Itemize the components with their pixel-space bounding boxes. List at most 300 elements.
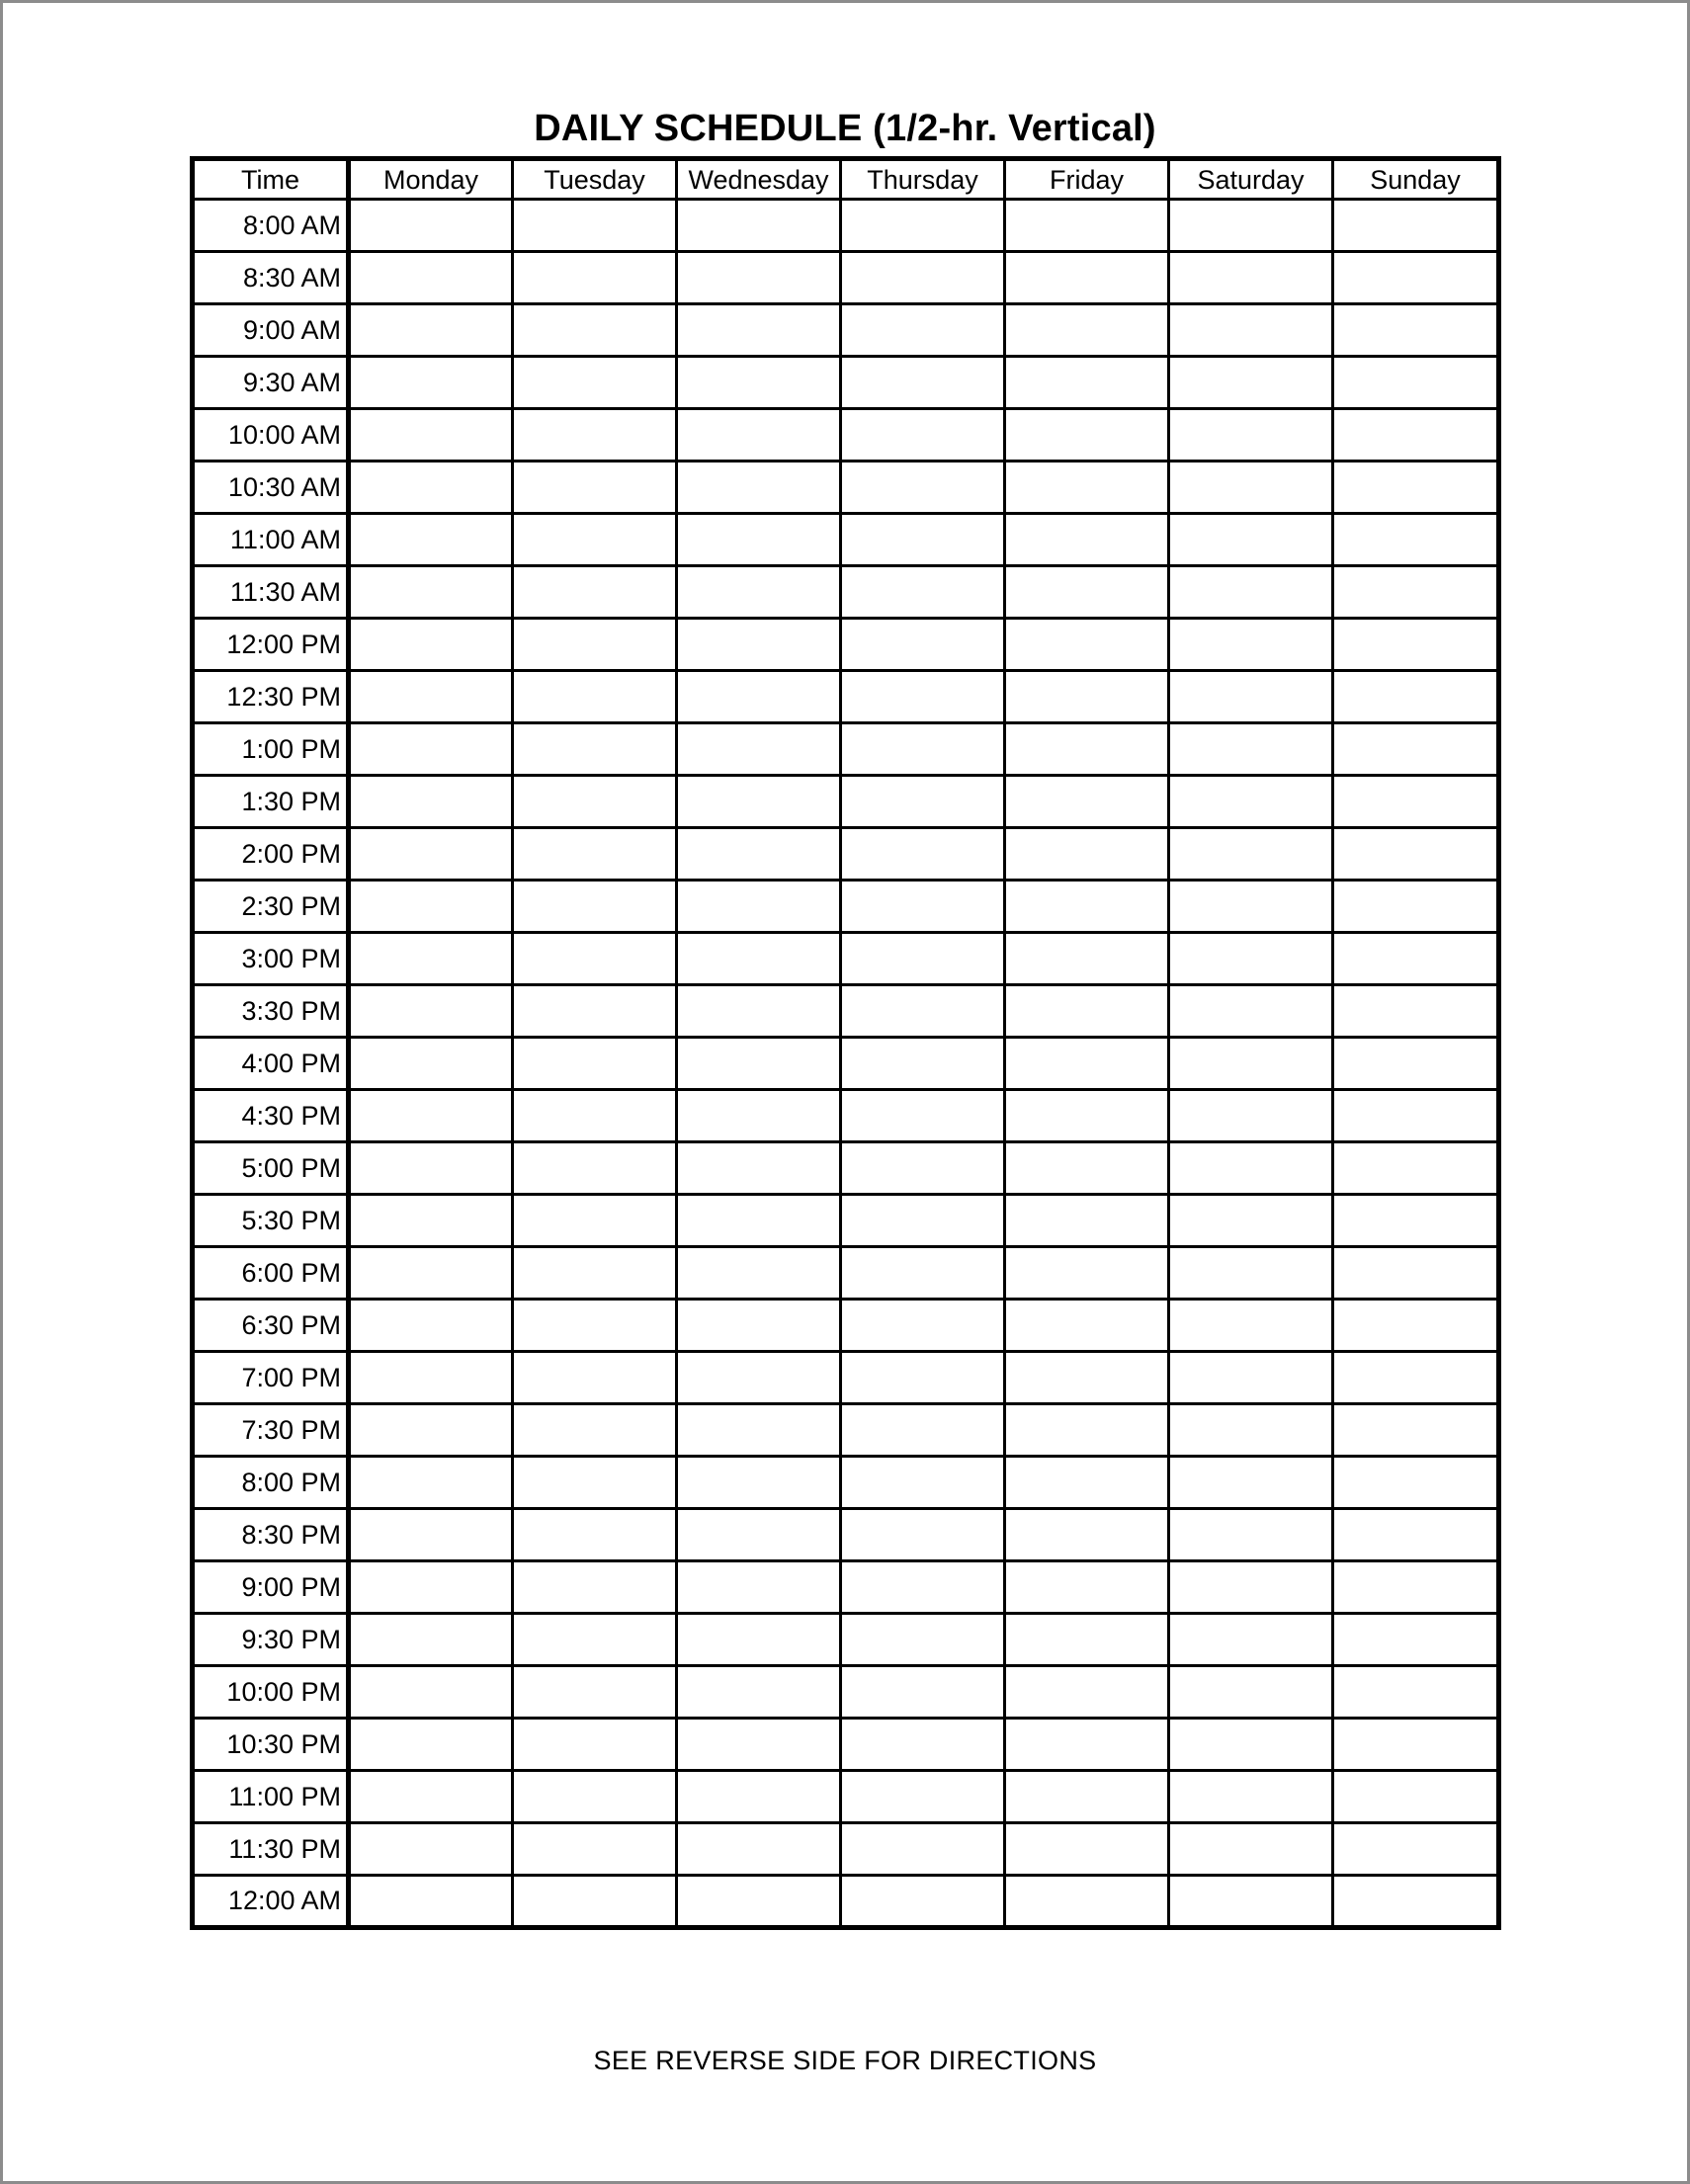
schedule-slot-wednesday[interactable] xyxy=(677,985,841,1038)
schedule-slot-saturday[interactable] xyxy=(1169,304,1333,357)
schedule-slot-tuesday[interactable] xyxy=(513,1457,677,1509)
table-row xyxy=(193,881,1499,933)
schedule-slot-wednesday[interactable] xyxy=(677,1561,841,1614)
schedule-slot-monday[interactable] xyxy=(349,1038,513,1090)
schedule-slot-wednesday[interactable] xyxy=(677,1614,841,1666)
schedule-slot-saturday[interactable] xyxy=(1169,1247,1333,1300)
schedule-slot-thursday[interactable] xyxy=(841,1352,1005,1404)
day-header-sunday: Sunday xyxy=(1333,159,1499,200)
schedule-slot-friday[interactable] xyxy=(1005,723,1169,776)
schedule-slot-thursday[interactable] xyxy=(841,1090,1005,1142)
schedule-slot-saturday[interactable] xyxy=(1169,1771,1333,1823)
schedule-slot-saturday[interactable] xyxy=(1169,723,1333,776)
schedule-slot-tuesday[interactable] xyxy=(513,409,677,462)
schedule-slot-thursday[interactable] xyxy=(841,1404,1005,1457)
schedule-slot-tuesday[interactable] xyxy=(513,1404,677,1457)
table-row xyxy=(193,1090,1499,1142)
schedule-slot-sunday[interactable] xyxy=(1333,619,1499,671)
schedule-slot-sunday[interactable] xyxy=(1333,1666,1499,1719)
schedule-slot-friday[interactable] xyxy=(1005,1666,1169,1719)
table-row xyxy=(193,828,1499,881)
schedule-slot-sunday[interactable] xyxy=(1333,566,1499,619)
schedule-slot-tuesday[interactable] xyxy=(513,514,677,566)
schedule-slot-tuesday[interactable] xyxy=(513,1142,677,1195)
schedule-slot-sunday[interactable] xyxy=(1333,776,1499,828)
table-row xyxy=(193,304,1499,357)
schedule-slot-friday[interactable] xyxy=(1005,1038,1169,1090)
schedule-slot-friday[interactable] xyxy=(1005,1823,1169,1876)
schedule-slot-friday[interactable] xyxy=(1005,357,1169,409)
schedule-slot-monday[interactable] xyxy=(349,462,513,514)
schedule-slot-saturday[interactable] xyxy=(1169,881,1333,933)
time-label: 8:00 PM xyxy=(193,1457,349,1509)
time-label: 7:00 PM xyxy=(193,1352,349,1404)
schedule-slot-thursday[interactable] xyxy=(841,462,1005,514)
schedule-slot-sunday[interactable] xyxy=(1333,1090,1499,1142)
time-label: 10:30 PM xyxy=(193,1719,349,1771)
schedule-slot-friday[interactable] xyxy=(1005,462,1169,514)
table-row xyxy=(193,514,1499,566)
schedule-slot-wednesday[interactable] xyxy=(677,357,841,409)
schedule-slot-sunday[interactable] xyxy=(1333,252,1499,304)
time-label: 7:30 PM xyxy=(193,1404,349,1457)
schedule-slot-sunday[interactable] xyxy=(1333,1247,1499,1300)
time-label: 6:30 PM xyxy=(193,1300,349,1352)
schedule-slot-tuesday[interactable] xyxy=(513,1771,677,1823)
schedule-slot-saturday[interactable] xyxy=(1169,1038,1333,1090)
schedule-slot-sunday[interactable] xyxy=(1333,881,1499,933)
schedule-slot-sunday[interactable] xyxy=(1333,1195,1499,1247)
schedule-slot-sunday[interactable] xyxy=(1333,409,1499,462)
schedule-slot-monday[interactable] xyxy=(349,619,513,671)
schedule-body xyxy=(193,200,1499,1928)
schedule-slot-monday[interactable] xyxy=(349,200,513,252)
table-row xyxy=(193,252,1499,304)
table-row xyxy=(193,357,1499,409)
schedule-slot-wednesday[interactable] xyxy=(677,1195,841,1247)
schedule-slot-wednesday[interactable] xyxy=(677,514,841,566)
schedule-slot-monday[interactable] xyxy=(349,723,513,776)
schedule-slot-monday[interactable] xyxy=(349,933,513,985)
table-row xyxy=(193,1457,1499,1509)
schedule-slot-wednesday[interactable] xyxy=(677,1142,841,1195)
time-label: 12:30 PM xyxy=(193,671,349,723)
schedule-slot-thursday[interactable] xyxy=(841,1038,1005,1090)
schedule-slot-tuesday[interactable] xyxy=(513,619,677,671)
time-label: 1:00 PM xyxy=(193,723,349,776)
time-label: 12:00 PM xyxy=(193,619,349,671)
schedule-slot-saturday[interactable] xyxy=(1169,1614,1333,1666)
schedule-slot-sunday[interactable] xyxy=(1333,1823,1499,1876)
schedule-slot-friday[interactable] xyxy=(1005,985,1169,1038)
schedule-slot-friday[interactable] xyxy=(1005,252,1169,304)
schedule-slot-tuesday[interactable] xyxy=(513,1300,677,1352)
schedule-slot-sunday[interactable] xyxy=(1333,514,1499,566)
table-row xyxy=(193,1771,1499,1823)
schedule-slot-thursday[interactable] xyxy=(841,1247,1005,1300)
schedule-slot-tuesday[interactable] xyxy=(513,723,677,776)
schedule-slot-tuesday[interactable] xyxy=(513,1561,677,1614)
schedule-slot-thursday[interactable] xyxy=(841,304,1005,357)
schedule-slot-sunday[interactable] xyxy=(1333,1614,1499,1666)
schedule-slot-monday[interactable] xyxy=(349,1823,513,1876)
time-label: 3:00 PM xyxy=(193,933,349,985)
day-header-wednesday: Wednesday xyxy=(677,159,841,200)
schedule-slot-saturday[interactable] xyxy=(1169,828,1333,881)
schedule-slot-tuesday[interactable] xyxy=(513,1090,677,1142)
schedule-slot-saturday[interactable] xyxy=(1169,1719,1333,1771)
schedule-slot-thursday[interactable] xyxy=(841,409,1005,462)
schedule-slot-tuesday[interactable] xyxy=(513,357,677,409)
schedule-slot-wednesday[interactable] xyxy=(677,462,841,514)
schedule-slot-tuesday[interactable] xyxy=(513,566,677,619)
day-header-thursday: Thursday xyxy=(841,159,1005,200)
schedule-slot-friday[interactable] xyxy=(1005,1876,1169,1928)
schedule-slot-monday[interactable] xyxy=(349,1457,513,1509)
schedule-slot-friday[interactable] xyxy=(1005,1300,1169,1352)
schedule-slot-wednesday[interactable] xyxy=(677,409,841,462)
time-label: 9:30 PM xyxy=(193,1614,349,1666)
schedule-slot-tuesday[interactable] xyxy=(513,1195,677,1247)
schedule-slot-wednesday[interactable] xyxy=(677,1300,841,1352)
schedule-slot-monday[interactable] xyxy=(349,1719,513,1771)
time-label: 5:00 PM xyxy=(193,1142,349,1195)
schedule-slot-friday[interactable] xyxy=(1005,514,1169,566)
schedule-slot-wednesday[interactable] xyxy=(677,671,841,723)
schedule-slot-sunday[interactable] xyxy=(1333,671,1499,723)
schedule-slot-sunday[interactable] xyxy=(1333,304,1499,357)
time-column-header: Time xyxy=(193,159,349,200)
schedule-slot-monday[interactable] xyxy=(349,1876,513,1928)
schedule-slot-saturday[interactable] xyxy=(1169,1561,1333,1614)
schedule-slot-monday[interactable] xyxy=(349,1561,513,1614)
schedule-slot-sunday[interactable] xyxy=(1333,1719,1499,1771)
schedule-slot-sunday[interactable] xyxy=(1333,1457,1499,1509)
schedule-slot-saturday[interactable] xyxy=(1169,1195,1333,1247)
schedule-slot-monday[interactable] xyxy=(349,1352,513,1404)
schedule-slot-saturday[interactable] xyxy=(1169,776,1333,828)
schedule-slot-wednesday[interactable] xyxy=(677,1666,841,1719)
schedule-slot-monday[interactable] xyxy=(349,1195,513,1247)
time-label: 6:00 PM xyxy=(193,1247,349,1300)
schedule-slot-wednesday[interactable] xyxy=(677,1771,841,1823)
schedule-slot-saturday[interactable] xyxy=(1169,1404,1333,1457)
table-row xyxy=(193,200,1499,252)
schedule-slot-friday[interactable] xyxy=(1005,776,1169,828)
schedule-slot-wednesday[interactable] xyxy=(677,776,841,828)
schedule-slot-friday[interactable] xyxy=(1005,619,1169,671)
schedule-slot-monday[interactable] xyxy=(349,514,513,566)
schedule-slot-wednesday[interactable] xyxy=(677,1247,841,1300)
schedule-slot-saturday[interactable] xyxy=(1169,1352,1333,1404)
schedule-slot-tuesday[interactable] xyxy=(513,776,677,828)
schedule-slot-thursday[interactable] xyxy=(841,1142,1005,1195)
schedule-slot-wednesday[interactable] xyxy=(677,1090,841,1142)
schedule-slot-thursday[interactable] xyxy=(841,985,1005,1038)
schedule-slot-friday[interactable] xyxy=(1005,304,1169,357)
schedule-slot-sunday[interactable] xyxy=(1333,723,1499,776)
schedule-slot-thursday[interactable] xyxy=(841,566,1005,619)
schedule-slot-sunday[interactable] xyxy=(1333,1300,1499,1352)
schedule-slot-thursday[interactable] xyxy=(841,1509,1005,1561)
schedule-slot-saturday[interactable] xyxy=(1169,1300,1333,1352)
schedule-slot-thursday[interactable] xyxy=(841,1823,1005,1876)
schedule-slot-monday[interactable] xyxy=(349,357,513,409)
schedule-slot-monday[interactable] xyxy=(349,671,513,723)
schedule-slot-sunday[interactable] xyxy=(1333,1352,1499,1404)
schedule-slot-friday[interactable] xyxy=(1005,881,1169,933)
time-label: 8:00 AM xyxy=(193,200,349,252)
schedule-slot-tuesday[interactable] xyxy=(513,933,677,985)
table-row xyxy=(193,1509,1499,1561)
schedule-slot-wednesday[interactable] xyxy=(677,1352,841,1404)
schedule-slot-monday[interactable] xyxy=(349,1509,513,1561)
schedule-slot-thursday[interactable] xyxy=(841,933,1005,985)
schedule-slot-saturday[interactable] xyxy=(1169,933,1333,985)
schedule-slot-saturday[interactable] xyxy=(1169,462,1333,514)
schedule-slot-saturday[interactable] xyxy=(1169,1876,1333,1928)
schedule-slot-thursday[interactable] xyxy=(841,723,1005,776)
header-row xyxy=(193,159,1499,200)
schedule-slot-saturday[interactable] xyxy=(1169,409,1333,462)
schedule-slot-monday[interactable] xyxy=(349,566,513,619)
schedule-slot-friday[interactable] xyxy=(1005,671,1169,723)
table-row xyxy=(193,462,1499,514)
schedule-slot-friday[interactable] xyxy=(1005,1719,1169,1771)
schedule-slot-wednesday[interactable] xyxy=(677,1038,841,1090)
table-row xyxy=(193,1038,1499,1090)
table-row xyxy=(193,1561,1499,1614)
table-row xyxy=(193,409,1499,462)
schedule-slot-monday[interactable] xyxy=(349,1404,513,1457)
day-header-monday: Monday xyxy=(349,159,513,200)
schedule-slot-thursday[interactable] xyxy=(841,776,1005,828)
schedule-slot-saturday[interactable] xyxy=(1169,566,1333,619)
table-row xyxy=(193,985,1499,1038)
schedule-slot-sunday[interactable] xyxy=(1333,985,1499,1038)
schedule-slot-monday[interactable] xyxy=(349,1614,513,1666)
time-label: 11:00 PM xyxy=(193,1771,349,1823)
schedule-slot-tuesday[interactable] xyxy=(513,1352,677,1404)
schedule-slot-thursday[interactable] xyxy=(841,881,1005,933)
schedule-slot-thursday[interactable] xyxy=(841,1561,1005,1614)
schedule-slot-sunday[interactable] xyxy=(1333,357,1499,409)
schedule-slot-wednesday[interactable] xyxy=(677,828,841,881)
schedule-slot-tuesday[interactable] xyxy=(513,985,677,1038)
table-row xyxy=(193,1614,1499,1666)
schedule-slot-tuesday[interactable] xyxy=(513,881,677,933)
schedule-slot-tuesday[interactable] xyxy=(513,1509,677,1561)
schedule-slot-sunday[interactable] xyxy=(1333,1038,1499,1090)
schedule-slot-friday[interactable] xyxy=(1005,1195,1169,1247)
table-row xyxy=(193,1300,1499,1352)
schedule-slot-thursday[interactable] xyxy=(841,1666,1005,1719)
schedule-slot-friday[interactable] xyxy=(1005,409,1169,462)
day-header-tuesday: Tuesday xyxy=(513,159,677,200)
schedule-slot-tuesday[interactable] xyxy=(513,1823,677,1876)
schedule-slot-thursday[interactable] xyxy=(841,1300,1005,1352)
schedule-slot-monday[interactable] xyxy=(349,881,513,933)
table-row xyxy=(193,723,1499,776)
schedule-slot-sunday[interactable] xyxy=(1333,1509,1499,1561)
time-label: 9:30 AM xyxy=(193,357,349,409)
schedule-slot-friday[interactable] xyxy=(1005,566,1169,619)
schedule-slot-monday[interactable] xyxy=(349,828,513,881)
schedule-slot-tuesday[interactable] xyxy=(513,828,677,881)
schedule-slot-sunday[interactable] xyxy=(1333,1771,1499,1823)
schedule-slot-saturday[interactable] xyxy=(1169,985,1333,1038)
schedule-slot-tuesday[interactable] xyxy=(513,1666,677,1719)
time-label: 4:00 PM xyxy=(193,1038,349,1090)
time-label: 9:00 PM xyxy=(193,1561,349,1614)
schedule-slot-saturday[interactable] xyxy=(1169,1823,1333,1876)
schedule-slot-tuesday[interactable] xyxy=(513,1719,677,1771)
schedule-slot-friday[interactable] xyxy=(1005,200,1169,252)
schedule-slot-wednesday[interactable] xyxy=(677,304,841,357)
schedule-slot-thursday[interactable] xyxy=(841,357,1005,409)
schedule-slot-thursday[interactable] xyxy=(841,1719,1005,1771)
schedule-slot-thursday[interactable] xyxy=(841,671,1005,723)
table-row xyxy=(193,1876,1499,1928)
schedule-slot-monday[interactable] xyxy=(349,1771,513,1823)
day-header-friday: Friday xyxy=(1005,159,1169,200)
schedule-slot-wednesday[interactable] xyxy=(677,619,841,671)
time-label: 9:00 AM xyxy=(193,304,349,357)
time-label: 12:00 AM xyxy=(193,1876,349,1928)
schedule-slot-wednesday[interactable] xyxy=(677,566,841,619)
table-row xyxy=(193,671,1499,723)
schedule-slot-monday[interactable] xyxy=(349,1090,513,1142)
schedule-slot-friday[interactable] xyxy=(1005,1142,1169,1195)
time-label: 11:00 AM xyxy=(193,514,349,566)
schedule-slot-saturday[interactable] xyxy=(1169,1457,1333,1509)
schedule-slot-tuesday[interactable] xyxy=(513,252,677,304)
schedule-slot-monday[interactable] xyxy=(349,1142,513,1195)
schedule-slot-thursday[interactable] xyxy=(841,200,1005,252)
time-label: 8:30 AM xyxy=(193,252,349,304)
schedule-slot-tuesday[interactable] xyxy=(513,304,677,357)
time-label: 4:30 PM xyxy=(193,1090,349,1142)
table-row xyxy=(193,566,1499,619)
schedule-slot-tuesday[interactable] xyxy=(513,671,677,723)
schedule-slot-saturday[interactable] xyxy=(1169,357,1333,409)
schedule-slot-saturday[interactable] xyxy=(1169,514,1333,566)
schedule-slot-friday[interactable] xyxy=(1005,1457,1169,1509)
schedule-slot-thursday[interactable] xyxy=(841,828,1005,881)
schedule-slot-friday[interactable] xyxy=(1005,1352,1169,1404)
schedule-slot-thursday[interactable] xyxy=(841,1195,1005,1247)
schedule-slot-thursday[interactable] xyxy=(841,1876,1005,1928)
schedule-slot-friday[interactable] xyxy=(1005,1771,1169,1823)
schedule-slot-friday[interactable] xyxy=(1005,933,1169,985)
table-row xyxy=(193,619,1499,671)
schedule-slot-sunday[interactable] xyxy=(1333,933,1499,985)
time-label: 10:00 PM xyxy=(193,1666,349,1719)
schedule-slot-wednesday[interactable] xyxy=(677,1823,841,1876)
schedule-slot-sunday[interactable] xyxy=(1333,1142,1499,1195)
schedule-slot-tuesday[interactable] xyxy=(513,1876,677,1928)
schedule-slot-saturday[interactable] xyxy=(1169,671,1333,723)
schedule-slot-friday[interactable] xyxy=(1005,1561,1169,1614)
schedule-slot-sunday[interactable] xyxy=(1333,462,1499,514)
schedule-slot-saturday[interactable] xyxy=(1169,252,1333,304)
schedule-slot-wednesday[interactable] xyxy=(677,200,841,252)
schedule-slot-monday[interactable] xyxy=(349,776,513,828)
table-row xyxy=(193,776,1499,828)
schedule-table xyxy=(190,156,1501,1930)
schedule-slot-wednesday[interactable] xyxy=(677,252,841,304)
schedule-slot-tuesday[interactable] xyxy=(513,200,677,252)
footer-note: SEE REVERSE SIDE FOR DIRECTIONS xyxy=(593,2046,1097,2075)
schedule-slot-monday[interactable] xyxy=(349,409,513,462)
schedule-slot-wednesday[interactable] xyxy=(677,1719,841,1771)
schedule-slot-saturday[interactable] xyxy=(1169,200,1333,252)
schedule-slot-monday[interactable] xyxy=(349,1666,513,1719)
schedule-slot-wednesday[interactable] xyxy=(677,1457,841,1509)
schedule-slot-wednesday[interactable] xyxy=(677,881,841,933)
schedule-slot-tuesday[interactable] xyxy=(513,1614,677,1666)
schedule-slot-friday[interactable] xyxy=(1005,828,1169,881)
schedule-slot-saturday[interactable] xyxy=(1169,1142,1333,1195)
schedule-slot-friday[interactable] xyxy=(1005,1404,1169,1457)
time-label: 8:30 PM xyxy=(193,1509,349,1561)
schedule-slot-friday[interactable] xyxy=(1005,1090,1169,1142)
schedule-slot-thursday[interactable] xyxy=(841,252,1005,304)
schedule-slot-friday[interactable] xyxy=(1005,1509,1169,1561)
schedule-slot-tuesday[interactable] xyxy=(513,1038,677,1090)
schedule-slot-monday[interactable] xyxy=(349,252,513,304)
schedule-slot-thursday[interactable] xyxy=(841,619,1005,671)
schedule-slot-thursday[interactable] xyxy=(841,1614,1005,1666)
schedule-slot-sunday[interactable] xyxy=(1333,1561,1499,1614)
table-row xyxy=(193,1195,1499,1247)
schedule-slot-saturday[interactable] xyxy=(1169,1666,1333,1719)
schedule-slot-wednesday[interactable] xyxy=(677,1876,841,1928)
schedule-slot-sunday[interactable] xyxy=(1333,200,1499,252)
day-header-saturday: Saturday xyxy=(1169,159,1333,200)
schedule-slot-monday[interactable] xyxy=(349,304,513,357)
time-label: 5:30 PM xyxy=(193,1195,349,1247)
schedule-slot-wednesday[interactable] xyxy=(677,933,841,985)
table-row xyxy=(193,1719,1499,1771)
schedule-slot-wednesday[interactable] xyxy=(677,1404,841,1457)
schedule-slot-saturday[interactable] xyxy=(1169,1090,1333,1142)
schedule-slot-friday[interactable] xyxy=(1005,1614,1169,1666)
schedule-slot-wednesday[interactable] xyxy=(677,1509,841,1561)
time-label: 11:30 PM xyxy=(193,1823,349,1876)
page-title: DAILY SCHEDULE (1/2-hr. Vertical) xyxy=(534,108,1156,149)
table-row xyxy=(193,1352,1499,1404)
table-row xyxy=(193,1142,1499,1195)
schedule-slot-thursday[interactable] xyxy=(841,514,1005,566)
schedule-slot-monday[interactable] xyxy=(349,985,513,1038)
schedule-slot-monday[interactable] xyxy=(349,1247,513,1300)
schedule-slot-sunday[interactable] xyxy=(1333,1404,1499,1457)
schedule-slot-saturday[interactable] xyxy=(1169,619,1333,671)
schedule-slot-thursday[interactable] xyxy=(841,1771,1005,1823)
schedule-slot-sunday[interactable] xyxy=(1333,828,1499,881)
schedule-slot-wednesday[interactable] xyxy=(677,723,841,776)
schedule-slot-monday[interactable] xyxy=(349,1300,513,1352)
schedule-slot-tuesday[interactable] xyxy=(513,462,677,514)
schedule-slot-saturday[interactable] xyxy=(1169,1509,1333,1561)
table-row xyxy=(193,933,1499,985)
schedule-slot-friday[interactable] xyxy=(1005,1247,1169,1300)
time-label: 2:30 PM xyxy=(193,881,349,933)
schedule-slot-thursday[interactable] xyxy=(841,1457,1005,1509)
schedule-slot-tuesday[interactable] xyxy=(513,1247,677,1300)
schedule-slot-sunday[interactable] xyxy=(1333,1876,1499,1928)
